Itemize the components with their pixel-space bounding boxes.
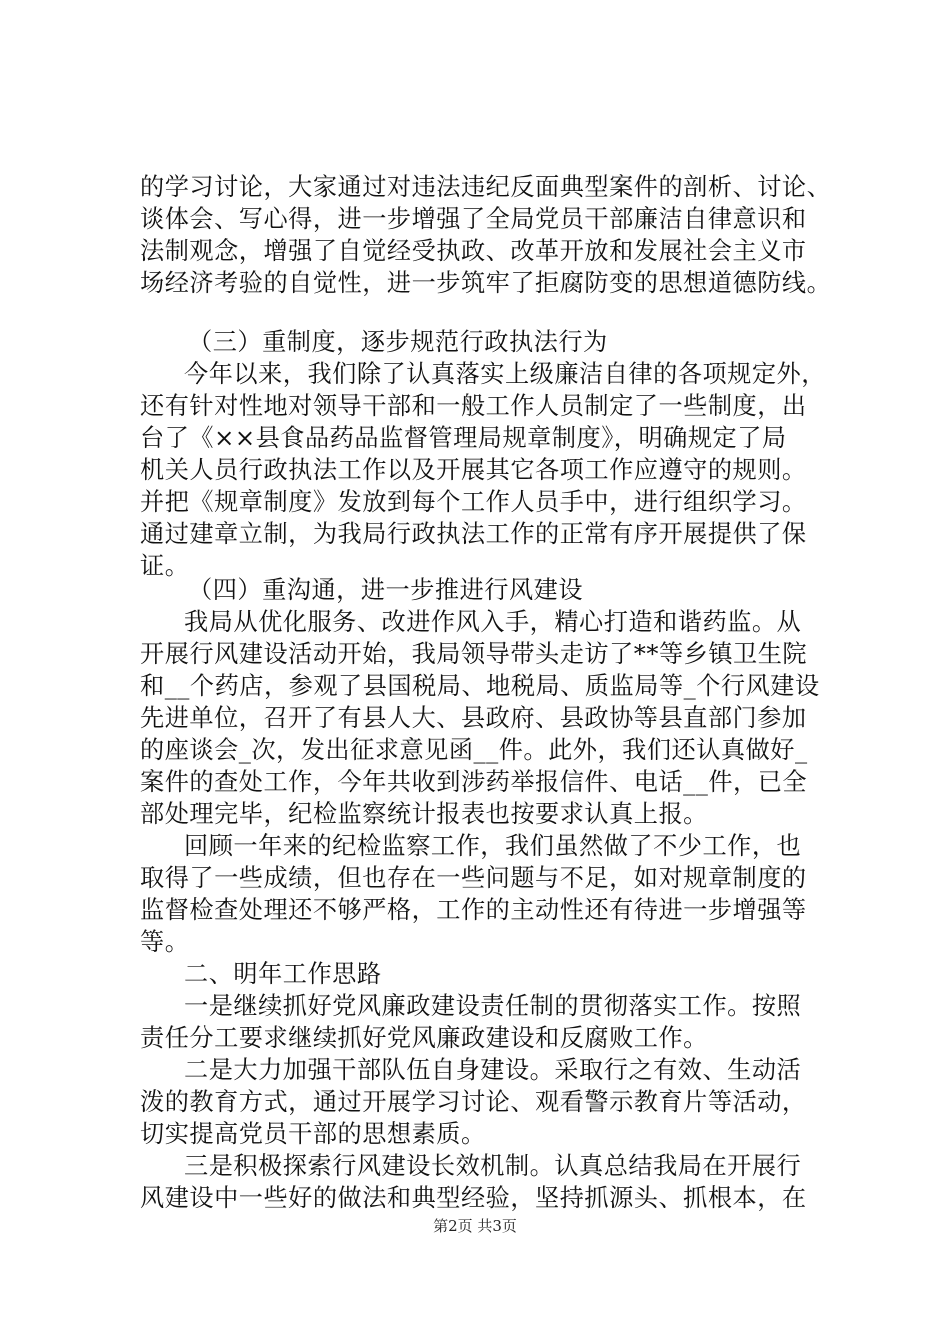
text-line: 开展行风建设活动开始，我局领导带头走访了**等乡镇卫生院: [140, 640, 808, 668]
text-line: 机关人员行政执法工作以及开展其它各项工作应遵守的规则。: [140, 456, 807, 484]
text-line: 二是大力加强干部队伍自身建设。采取行之有效、生动活: [184, 1056, 802, 1084]
page-number-label: 第2页 共3页: [433, 1217, 517, 1235]
text-line: 谈体会、写心得，进一步增强了全局党员干部廉洁自律意识和: [140, 205, 807, 233]
section-heading: （三）重制度，逐步规范行政执法行为: [188, 328, 608, 356]
text-line: 回顾一年来的纪检监察工作，我们虽然做了不少工作，也: [184, 832, 802, 860]
text-line: 和__个药店，参观了县国税局、地税局、质监局等_个行风建设: [140, 672, 820, 700]
text-line: 切实提高党员干部的思想素质。: [140, 1120, 486, 1148]
text-line: 案件的查处工作，今年共收到涉药举报信件、电话__件，已全: [140, 768, 808, 796]
text-line: 今年以来，我们除了认真落实上级廉洁自律的各项规定外，: [184, 360, 826, 388]
text-line: 一是继续抓好党风廉政建设责任制的贯彻落实工作。按照: [184, 992, 802, 1020]
text-line: 还有针对性地对领导干部和一般工作人员制定了一些制度，出: [140, 392, 807, 420]
text-line: 等。: [140, 928, 190, 956]
text-line: 通过建章立制，为我局行政执法工作的正常有序开展提供了保: [140, 520, 807, 548]
text-line: 三是积极探索行风建设长效机制。认真总结我局在开展行: [184, 1152, 802, 1180]
text-line: 的学习讨论，大家通过对违法违纪反面典型案件的剖析、讨论、: [140, 173, 832, 201]
text-line: 部处理完毕，纪检监察统计报表也按要求认真上报。: [140, 800, 708, 828]
text-line: 台了《××县食品药品监督管理局规章制度》，明确规定了局: [140, 424, 787, 452]
text-line: 法制观念，增强了自觉经受执政、改革开放和发展社会主义市: [140, 237, 807, 265]
page-footer: [0, 1215, 950, 1236]
text-line: 责任分工要求继续抓好党风廉政建设和反腐败工作。: [140, 1024, 708, 1052]
text-line: 证。: [140, 552, 190, 580]
text-line: 监督检查处理还不够严格，工作的主动性还有待进一步增强等: [140, 896, 807, 924]
text-line: 我局从优化服务、改进作风入手，精心打造和谐药监。从: [184, 608, 802, 636]
text-line: 取得了一些成绩，但也存在一些问题与不足，如对规章制度的: [140, 864, 807, 892]
section-heading: 二、明年工作思路: [184, 960, 382, 988]
text-line: 风建设中一些好的做法和典型经验，坚持抓源头、抓根本，在: [140, 1184, 807, 1212]
text-line: 先进单位，召开了有县人大、县政府、县政协等县直部门参加: [140, 704, 807, 732]
text-line: 场经济考验的自觉性，进一步筑牢了拒腐防变的思想道德防线。: [140, 269, 832, 297]
text-line: 并把《规章制度》发放到每个工作人员手中，进行组织学习。: [140, 488, 807, 516]
text-line: 泼的教育方式，通过开展学习讨论、观看警示教育片等活动，: [140, 1088, 807, 1116]
section-heading: （四）重沟通，进一步推进行风建设: [188, 576, 584, 604]
text-line: 的座谈会_次，发出征求意见函__件。此外，我们还认真做好_: [140, 736, 808, 764]
